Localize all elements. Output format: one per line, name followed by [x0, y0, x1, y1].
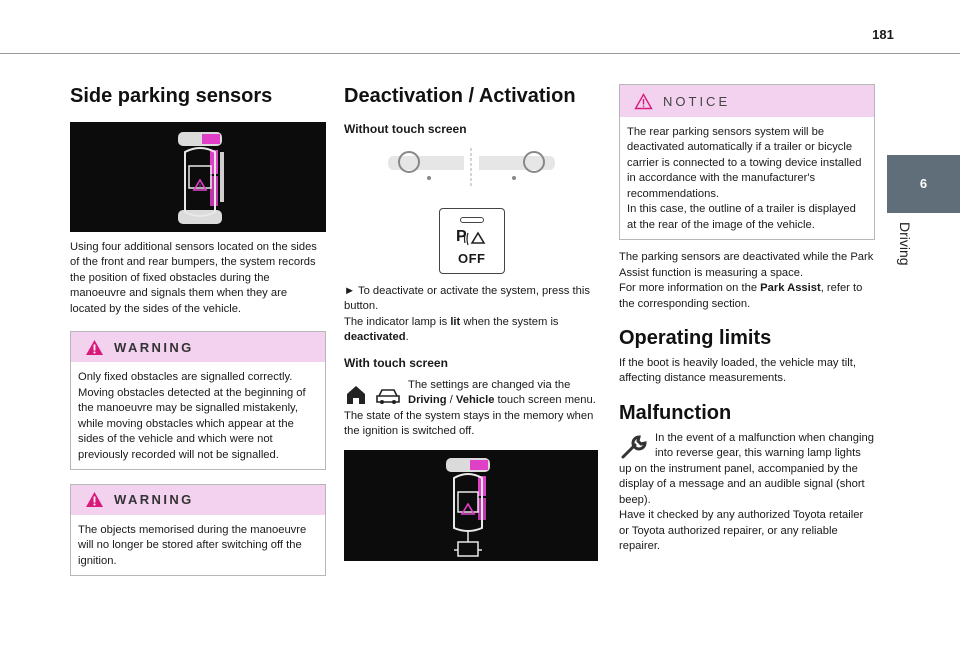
section-title-deactivation: Deactivation / Activation — [344, 85, 576, 107]
section-title-side-sensors: Side parking sensors — [70, 85, 273, 107]
warning-triangle-icon — [85, 339, 104, 356]
warning-text-2: The objects memorised during the manoeuvre will no longer be stored after switching off the ignition. — [78, 523, 307, 567]
warning-text-1: Only fixed obstacles are signalled correctly. Moving obstacles detected at the beginning of the manoeuvre may be signalled mistakenly, while moving obstacles which appear at the sides of the vehicle and which were not previously recorded will not be signalled. — [78, 371, 306, 461]
park-assist-link: Park Assist — [760, 282, 821, 295]
press-button-instruction: ► To deactivate or activate the system, press this button. — [344, 285, 590, 313]
chapter-tab[interactable]: 6 — [887, 155, 960, 213]
menu-separator: / — [446, 394, 456, 407]
memory-state-text: The state of the system stays in the memory when the ignition is switched off. — [344, 409, 594, 438]
car-icon — [374, 384, 402, 406]
wrench-icon — [619, 433, 649, 461]
header-rule — [0, 53, 960, 54]
warning-box-2 — [70, 484, 326, 576]
notice-header — [620, 85, 874, 117]
indicator-text-pre: The indicator lamp is — [344, 315, 451, 328]
svg-text:!: ! — [198, 183, 202, 191]
column-side-parking-sensors — [70, 78, 326, 576]
indicator-deactivated: deactivated — [344, 331, 406, 344]
without-touch-heading: Without touch screen — [344, 122, 467, 136]
more-info-post: , refer to the corresponding section. — [619, 282, 863, 310]
section-title-limits: Operating limits — [619, 326, 772, 349]
warning-triangle-icon — [85, 491, 104, 508]
touch-text-pre: The settings are changed via the — [408, 378, 571, 391]
park-sensors-off-button[interactable] — [439, 208, 505, 274]
notice-box — [619, 84, 875, 240]
button-off-label: OFF — [458, 251, 486, 266]
malfunction-text-2: Have it checked by any authorized Toyota retailer or Toyota authorized repairer, or any reliable repairer. — [619, 509, 864, 553]
warning-header-2 — [71, 485, 325, 515]
warning-header-1 — [71, 332, 325, 362]
section-title-malfunction: Malfunction — [619, 401, 732, 424]
warning-box-1 — [70, 331, 326, 470]
park-assist-text: The parking sensors are deactivated while the Park Assist function is measuring a space. — [619, 251, 874, 279]
home-icon — [344, 384, 368, 406]
column-deactivation — [344, 78, 598, 561]
menu-driving: Driving — [408, 394, 447, 407]
limits-text: If the boot is heavily loaded, the vehicle may tilt, affecting distance measurements. — [619, 356, 856, 385]
with-touch-heading: With touch screen — [344, 355, 448, 370]
warning-label-2: WARNING — [114, 492, 194, 508]
indicator-period: . — [405, 331, 409, 344]
touch-text-post: touch screen menu. — [494, 394, 596, 407]
dashboard-sketch — [344, 146, 598, 198]
notice-text-2: In this case, the outline of a trailer is displayed at the rear of the image of the vehicle. — [627, 203, 856, 231]
warning-triangle-outline-icon — [634, 93, 653, 110]
side-sensors-intro: Using four additional sensors located on the sides of the front and rear bumpers, the system records the position of fixed obstacles during the manoeuvre and signals them when they are located by the sides of the vehicle. — [70, 241, 317, 315]
button-p-letter: P — [456, 228, 467, 245]
column-notice-limits — [619, 84, 875, 555]
notice-text-1: The rear parking sensors system will be deactivated automatically if a trailer or bicycle carrier is connected to a towing device installed in accordance with the manufacturer's recommendations. — [627, 126, 862, 200]
chapter-title: Driving — [897, 222, 913, 266]
page-number: 181 — [872, 27, 894, 42]
warning-label-1: WARNING — [114, 339, 194, 355]
side-sensors-illustration — [70, 122, 326, 232]
notice-label: NOTICE — [663, 93, 731, 109]
malfunction-text-1: In the event of a malfunction when changing into reverse gear, this warning lamp lights up on the instrument panel, accompanied by the display of a message and an audible signal (short beep). — [619, 431, 874, 506]
indicator-text-post: when the system is — [460, 315, 559, 328]
more-info-pre: For more information on the — [619, 282, 761, 295]
menu-vehicle: Vehicle — [455, 394, 495, 407]
trailer-illustration — [344, 450, 598, 561]
indicator-lit: lit — [450, 315, 461, 328]
